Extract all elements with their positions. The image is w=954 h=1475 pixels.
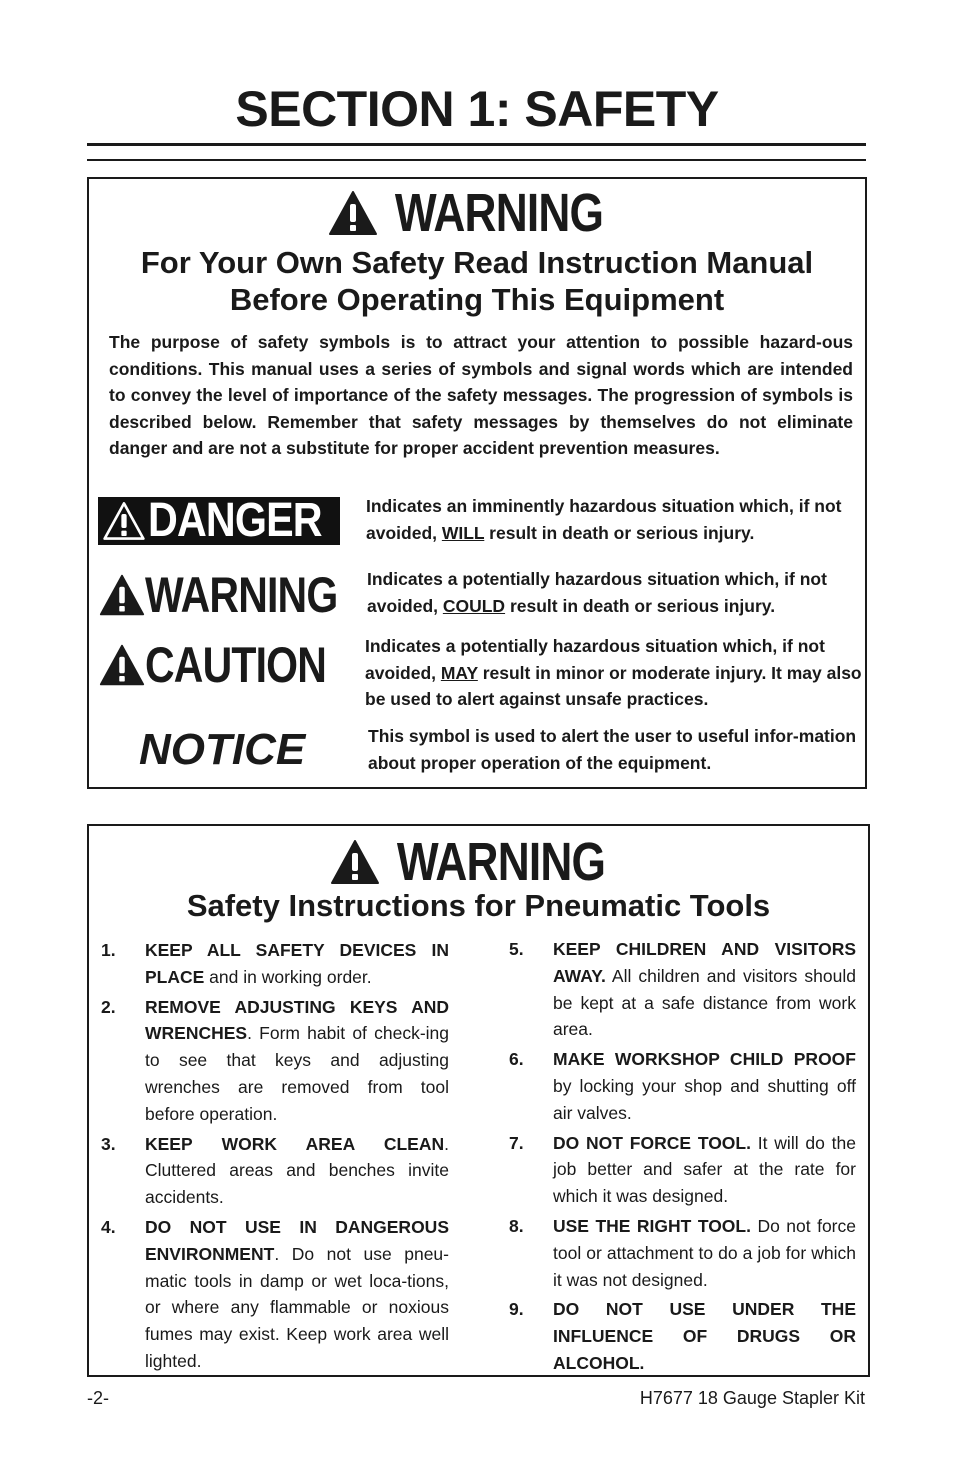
warning-title: WARNING	[394, 183, 604, 243]
page-title: SECTION 1: SAFETY	[235, 81, 719, 137]
instruction-item	[509, 1213, 856, 1293]
warning-desc-post: result in death or serious injury.	[505, 595, 776, 616]
subtitle-line-2: Before Operating This Equipment	[229, 282, 725, 317]
instruction-number: 9.	[509, 1299, 524, 1320]
instruction-number: 4.	[101, 1216, 116, 1237]
instruction-item	[509, 1130, 856, 1210]
instruction-item	[509, 1046, 856, 1126]
intro-paragraph: The purpose of safety symbols is to attract your attention to possible hazard-ous conditions. This manual uses a series of symbols and signal words which are intended to convey the level of importance of the safety messages. The progression of symbols is described below. Remember that safety messages by themselves do not eliminate danger and are not a substitute for proper accident prevention measures.	[109, 332, 853, 458]
danger-desc-post: result in death or serious injury.	[484, 522, 755, 543]
warning-label-text: WARNING	[145, 567, 338, 623]
warning-triangle-icon	[330, 839, 380, 885]
caution-label	[99, 639, 366, 691]
notice-description: This symbol is used to alert the user to useful infor-mation about proper operation of the equipment.	[368, 726, 857, 773]
instruction-text: and in working order.	[204, 966, 372, 987]
instruction-item	[101, 937, 449, 991]
caution-desc-pre: Indicates a potentially hazardous situation which, if not avoided,	[365, 636, 825, 683]
instruction-heading: KEEP WORK AREA CLEAN	[145, 1133, 445, 1154]
danger-label	[98, 494, 340, 547]
warning-triangle-icon	[102, 499, 146, 543]
instruction-number: 8.	[509, 1215, 524, 1236]
instruction-heading: REMOVE ADJUSTING KEYS AND WRENCHES	[145, 996, 449, 1044]
instruction-number: 3.	[101, 1133, 116, 1154]
warning-triangle-icon	[328, 190, 378, 236]
instruction-text: . Form habit of check-ing to see that keys and adjusting wrenches are removed from tool before operation.	[145, 1023, 449, 1124]
instruction-heading: DO NOT USE UNDER THE INFLUENCE OF DRUGS OR ALCOHOL.	[553, 1299, 856, 1373]
danger-description	[366, 493, 866, 546]
instruction-heading: MAKE WORKSHOP CHILD PROOF	[553, 1049, 856, 1070]
page-number: -2-	[87, 1388, 109, 1408]
warning-description	[367, 566, 867, 619]
manual-subtitle	[89, 244, 865, 318]
instruction-number: 5.	[509, 939, 524, 959]
instruction-item	[101, 994, 449, 1128]
instruction-heading: KEEP CHILDREN AND VISITORS AWAY.	[553, 939, 856, 986]
instruction-text: Do not force tool or attachment to do a job for which it was not designed.	[553, 1215, 856, 1290]
warning-desc-key: COULD	[442, 595, 506, 616]
warning-desc-pre: Indicates a potentially hazardous situation which, if not avoided,	[367, 569, 827, 616]
instruction-text: It will do the job better and safer at the rate for which it was designed.	[553, 1132, 856, 1207]
warning-triangle-icon	[99, 643, 145, 687]
instruction-heading: DO NOT FORCE TOOL.	[553, 1132, 751, 1153]
instruction-text: All children and visitors should be kept at a safe distance from work area.	[553, 965, 856, 1040]
warning-header	[89, 185, 865, 241]
caution-desc-post: result in minor or moderate injury. It may also be used to alert against unsafe practices.	[365, 662, 862, 709]
instruction-item	[101, 1131, 449, 1211]
title-rule-thick	[87, 143, 866, 146]
pneumatic-safety-box	[87, 824, 870, 1377]
warning-title: WARNING	[396, 832, 605, 892]
instruction-item	[509, 1296, 856, 1376]
instruction-item	[509, 936, 856, 1043]
warning-triangle-icon	[99, 573, 145, 617]
warning-header	[89, 834, 868, 890]
product-name: H7677 18 Gauge Stapler Kit	[639, 1388, 865, 1408]
danger-desc-key: WILL	[441, 522, 485, 543]
instruction-number: 7.	[509, 1132, 524, 1153]
instruction-number: 2.	[101, 996, 116, 1017]
instructions-right-column	[509, 936, 856, 1380]
instruction-number: 6.	[509, 1049, 524, 1070]
instruction-text: . Cluttered areas and benches invite accidents.	[145, 1133, 449, 1208]
pneumatic-subtitle: Safety Instructions for Pneumatic Tools	[186, 888, 771, 923]
instruction-number: 1.	[101, 940, 116, 960]
instruction-text: by locking your shop and shutting off air valves.	[553, 1075, 856, 1123]
instruction-heading: DO NOT USE IN DANGEROUS ENVIRONMENT	[145, 1216, 449, 1264]
caution-description	[365, 633, 865, 713]
safety-symbols-box	[87, 177, 867, 789]
warning-label	[99, 569, 380, 621]
subtitle-line-1: For Your Own Safety Read Instruction Manual	[140, 245, 814, 280]
caution-desc-key: MAY	[440, 662, 478, 683]
danger-text: DANGER	[148, 494, 322, 547]
notice-label: NOTICE	[139, 725, 306, 774]
title-rule-thin	[87, 159, 866, 161]
caution-label-text: CAUTION	[145, 637, 327, 693]
instruction-heading: USE THE RIGHT TOOL.	[553, 1215, 751, 1236]
instruction-text: . Do not use pneu-matic tools in damp or wet loca-tions, or where any flammable or noxious fumes may exist. Keep work area well lighted.	[145, 1243, 449, 1371]
instructions-left-column	[101, 937, 449, 1378]
danger-desc-pre: Indicates an imminently hazardous situation which, if not avoided,	[366, 496, 842, 543]
instruction-heading: KEEP ALL SAFETY DEVICES IN PLACE	[145, 940, 449, 987]
instruction-item	[101, 1214, 449, 1375]
